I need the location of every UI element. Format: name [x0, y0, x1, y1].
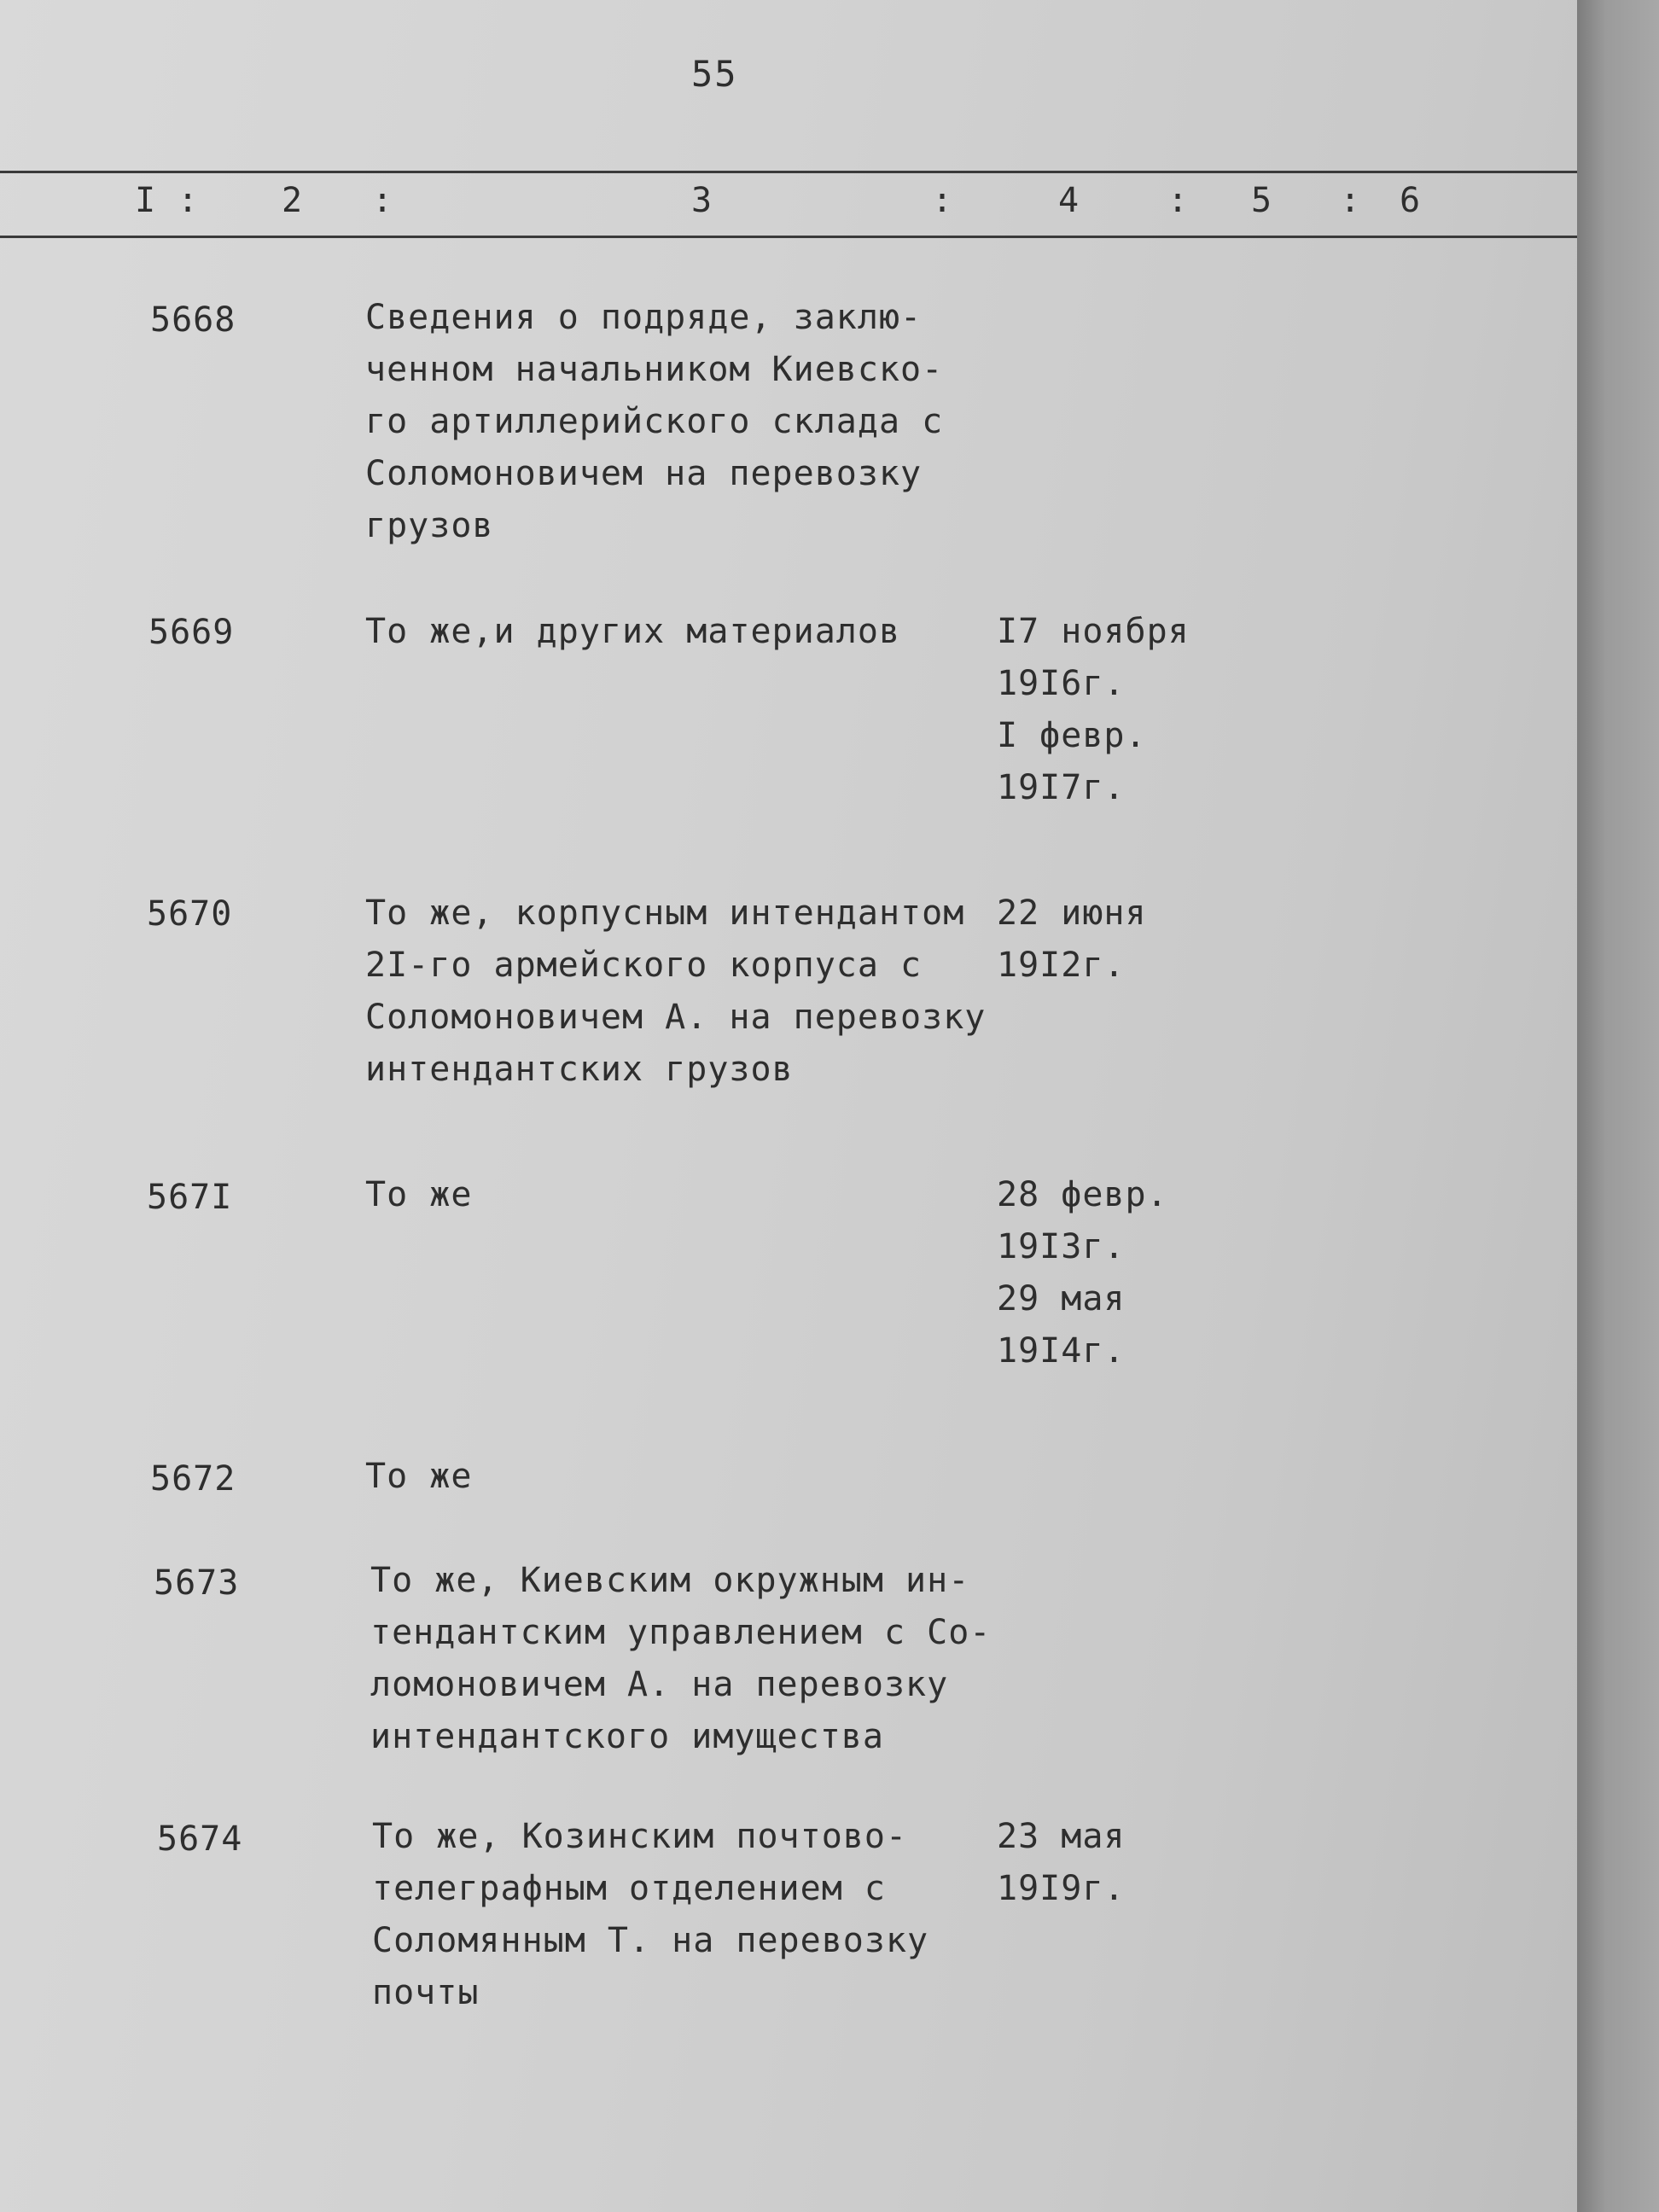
entry-description: То же, Киевским окружным ин- тендантским управлением с Со- ломоновичем А. на перевозку интендантского имущества: [370, 1561, 992, 1756]
entry-dates: I7 ноября 19I6г. I февр. 19I7г.: [997, 612, 1190, 807]
entry-dates: 23 мая 19I9г.: [997, 1817, 1126, 1908]
column-header-2: 2: [282, 181, 303, 220]
column-header-4: 4: [1058, 181, 1080, 220]
entry-description: То же,и других материалов: [365, 612, 901, 651]
entry-dates: 22 июня 19I2г.: [997, 894, 1147, 985]
column-header-6: 6: [1400, 181, 1421, 220]
column-separator: :: [178, 181, 199, 220]
column-separator: :: [372, 181, 393, 220]
entry-number: 5670: [147, 894, 233, 934]
entry-description: Сведения о подряде, заклю- ченном начальником Киевско- го артиллерийского склада с Соломоновичем на перевозку грузов: [365, 298, 944, 545]
entry-description: То же: [365, 1457, 473, 1496]
page-number: 55: [691, 53, 738, 95]
column-separator: :: [1340, 181, 1361, 220]
header-rule-top: [0, 171, 1577, 173]
page-edge-shadow: [1577, 0, 1659, 2212]
column-header-1: I: [135, 181, 156, 220]
entry-number: 5669: [148, 613, 235, 652]
entry-number: 5672: [150, 1459, 236, 1499]
entry-description: То же: [365, 1175, 473, 1214]
entry-description: То же, корпусным интендантом 2I-го армейского корпуса с Соломоновичем А. на перевозку интендантских грузов: [365, 894, 987, 1089]
column-separator: :: [1167, 181, 1189, 220]
entry-number: 5673: [154, 1563, 240, 1603]
column-header-5: 5: [1251, 181, 1272, 220]
header-rule-bottom: [0, 236, 1577, 238]
column-separator: :: [932, 181, 953, 220]
entry-dates: 28 февр. 19I3г. 29 мая 19I4г.: [997, 1175, 1168, 1371]
entry-number: 5668: [150, 300, 236, 340]
column-header-3: 3: [691, 181, 713, 220]
entry-description: То же, Козинским почтово- телеграфным отделением с Соломянным Т. на перевозку почты: [372, 1817, 929, 2012]
entry-number: 567I: [147, 1178, 233, 1217]
entry-number: 5674: [157, 1819, 243, 1859]
